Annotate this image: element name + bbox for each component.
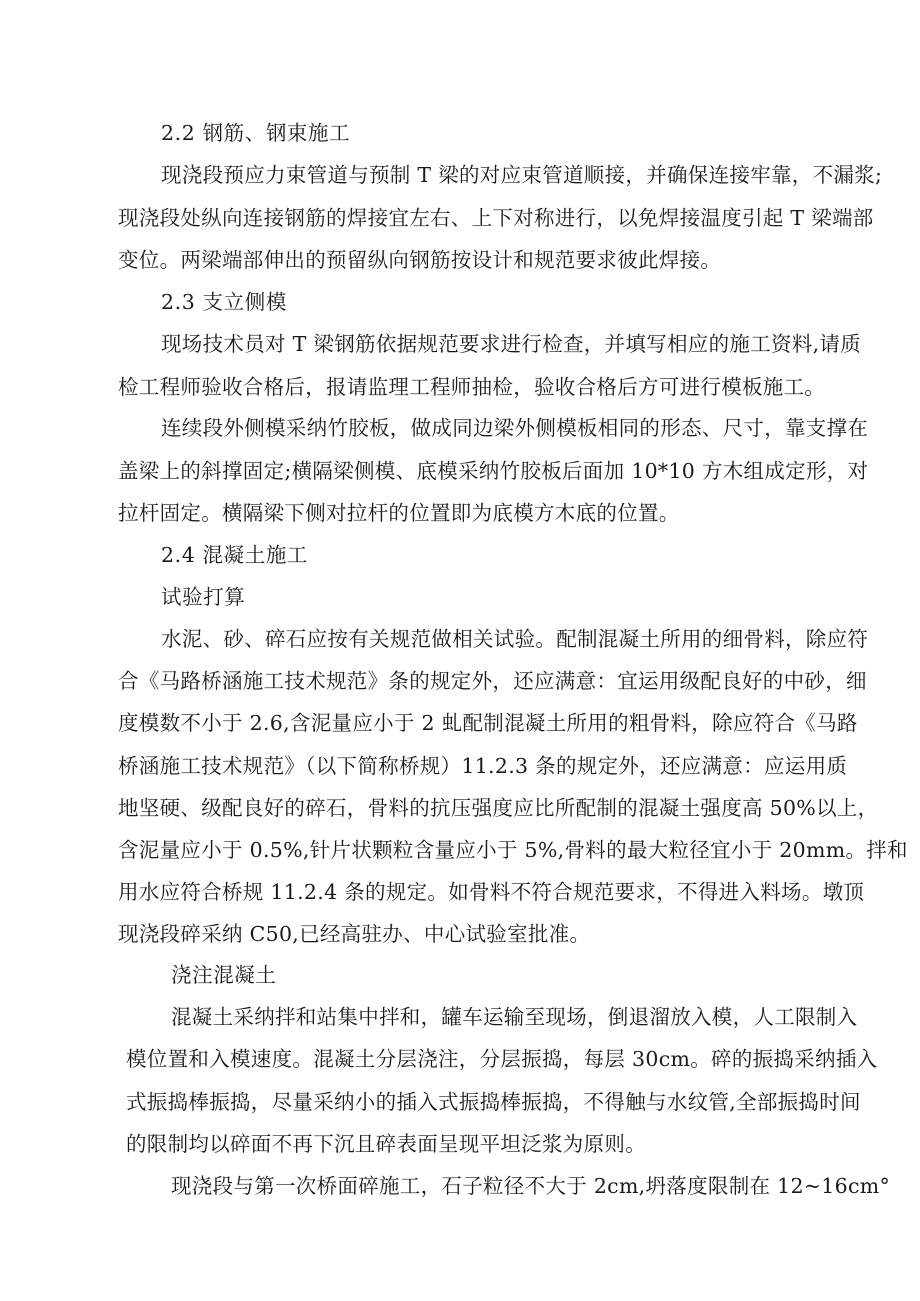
paragraph-line: 桥涵施工技术规范》（以下简称桥规）11.2.3 条的规定外，还应满意：应运用质 [118, 754, 848, 778]
subsection-heading: 浇注混凝土 [171, 963, 277, 987]
paragraph-line: 混凝土采纳拌和站集中拌和，罐车运输至现场，倒退溜放入模，人工限制入 [171, 1005, 858, 1029]
paragraph-line: 变位。两梁端部伸出的预留纵向钢筋按设计和规范要求彼此焊接。 [118, 248, 722, 272]
paragraph-line: 现场技术员对 T 梁钢筋依据规范要求进行检查，并填写相应的施工资料,请质 [161, 332, 862, 356]
section-heading: 2.4 混凝土施工 [161, 543, 309, 567]
section-heading: 2.3 支立侧模 [161, 290, 287, 314]
paragraph-line: 拉杆固定。横隔梁下侧对拉杆的位置即为底模方木底的位置。 [118, 501, 680, 525]
paragraph-line: 现浇段预应力束管道与预制 T 梁的对应束管道顺接，并确保连接牢靠，不漏浆; [161, 163, 883, 187]
paragraph-line: 盖梁上的斜撑固定;横隔梁侧模、底模采纳竹胶板后面加 10*10 方木组成定形，对 [118, 459, 869, 483]
subsection-heading: 试验打算 [161, 585, 246, 609]
paragraph-line: 地坚硬、级配良好的碎石，骨料的抗压强度应比所配制的混凝土强度高 50%以上， [118, 796, 879, 820]
paragraph-line: 含泥量应小于 0.5%,针片状颗粒含量应小于 5%,骨料的最大粒径宜小于 20mm。拌和 [118, 838, 908, 862]
paragraph-line: 式振捣棒振捣，尽量采纳小的插入式振捣棒振捣，不得触与水纹管,全部振捣时间 [126, 1090, 861, 1114]
paragraph-line: 的限制均以碎面不再下沉且碎表面呈现平坦泛浆为原则。 [126, 1132, 646, 1156]
paragraph-line: 水泥、砂、碎石应按有关规范做相关试验。配制混凝土所用的细骨料，除应符 [161, 627, 869, 651]
paragraph-line: 度模数不小于 2.6,含泥量应小于 2 虬配制混凝土所用的粗骨料，除应符合《马路 [118, 711, 858, 735]
section-heading: 2.2 钢筋、钢束施工 [161, 121, 351, 145]
paragraph-line: 现浇段碎采纳 C50,已经高驻办、中心试验室批准。 [118, 922, 591, 946]
paragraph-line: 现浇段处纵向连接钢筋的焊接宜左右、上下对称进行，以免焊接温度引起 T 梁端部 [118, 206, 874, 230]
paragraph-line: 现浇段与第一次桥面碎施工，石子粒径不大于 2cm,坍落度限制在 12~16cm° [171, 1174, 891, 1198]
paragraph-line: 用水应符合桥规 11.2.4 条的规定。如骨料不符合规范要求，不得进入料场。墩顶 [118, 880, 865, 904]
paragraph-line: 模位置和入模速度。混凝土分层浇注，分层振捣，每层 30cm。碎的振捣采纳插入 [126, 1047, 878, 1071]
paragraph-line: 检工程师验收合格后，报请监理工程师抽检，验收合格后方可进行模板施工。 [118, 375, 826, 399]
paragraph-line: 连续段外侧模采纳竹胶板，做成同边梁外侧模板相同的形态、尺寸，靠支撑在 [161, 416, 869, 440]
paragraph-line: 合《马路桥涵施工技术规范》条的规定外，还应满意：宜运用级配良好的中砂，细 [118, 669, 867, 693]
